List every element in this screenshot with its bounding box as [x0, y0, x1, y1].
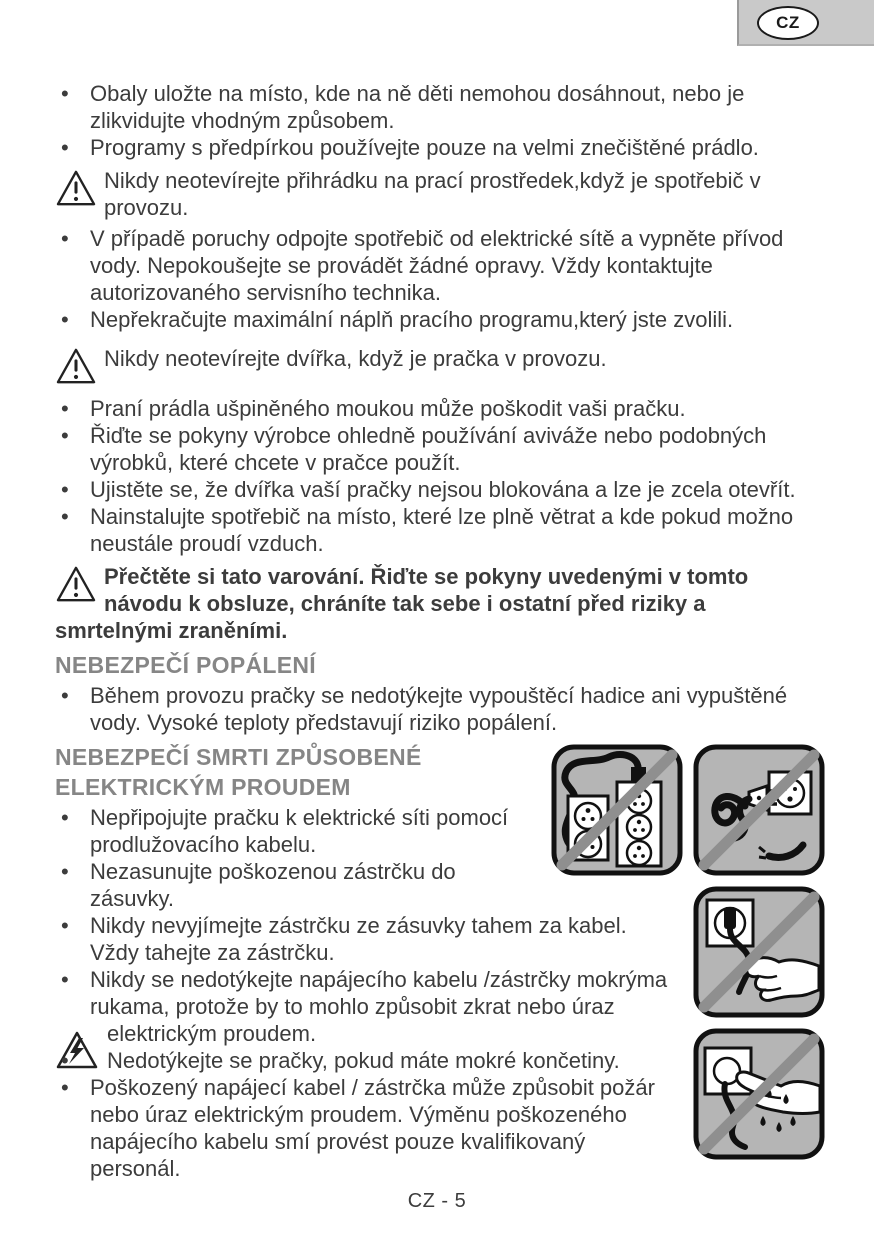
bullet-text: Nainstalujte spotřebič na místo, které lze plně větrat a kde pokud možno neustále proudí vzduch.: [90, 504, 794, 556]
electric-danger-heading-text: NEBEZPEČÍ SMRTI ZPŮSOBENÉ ELEKTRICKÝM PROUDEM: [55, 744, 422, 800]
bullet-item: [55, 476, 825, 503]
electric-danger-section: [55, 742, 825, 1182]
intro-bullet-list: [55, 80, 825, 161]
bullet-item: [55, 422, 825, 476]
language-badge-label: CZ: [776, 13, 800, 32]
warning-detergent-drawer: [55, 167, 825, 221]
usage-bullet-list: [55, 395, 825, 557]
bullet-text: Řiďte se pokyny výrobce ohledně používání aviváže nebo podobných výrobků, které chcete v pračce použít.: [90, 423, 767, 475]
bullet-item: [55, 1047, 670, 1074]
warning-text: Nikdy neotevírejte přihrádku na prací prostředek,když je spotřebič v provozu.: [104, 168, 761, 220]
warning-text: Nikdy neotevírejte dvířka, když je pračka v provozu.: [104, 346, 607, 371]
warning-text: Přečtěte si tato varování. Řiďte se pokyny uvedenými v tomto návodu k obsluze, chráníte tak sebe i ostatní před riziky a smrtelnými zraněními.: [55, 564, 749, 643]
burn-danger-heading: NEBEZPEČÍ POPÁLENÍ: [55, 652, 316, 678]
bullet-text: Programy s předpírkou používejte pouze na velmi znečištěné prádlo.: [90, 135, 759, 160]
bullet-text: Obaly uložte na místo, kde na ně děti nemohou dosáhnout, nebo je zlikvidujte vhodným způsobem.: [90, 81, 745, 133]
bullet-item: [55, 134, 825, 161]
bullet-text: Nedotýkejte se pračky, pokud máte mokré končetiny.: [107, 1048, 620, 1073]
warning-triangle-icon: [55, 565, 97, 603]
page-number: CZ - 5: [407, 1190, 467, 1212]
bullet-text: Nikdy se nedotýkejte napájecího kabelu /zástrčky mokrýma rukama, protože by to mohlo způsobit zkrat nebo úraz elektrickým proudem.: [90, 967, 668, 1046]
bullet-item: [55, 225, 825, 306]
language-badge: [757, 6, 819, 40]
warning-triangle-icon: [55, 169, 97, 207]
fault-bullet-list: [55, 225, 825, 333]
bullet-text: Během provozu pračky se nedotýkejte vypouštěcí hadice ani vypuštěné vody. Vysoké teploty představují riziko popálení.: [90, 683, 788, 735]
no-damaged-plug-illustration: [693, 744, 825, 876]
language-tab: [737, 0, 874, 46]
bullet-item: [55, 858, 670, 912]
bullet-item: [55, 395, 825, 422]
no-pull-cable-illustration: [693, 886, 825, 1018]
bullet-item: [55, 682, 825, 736]
bullet-item: [55, 1074, 670, 1182]
bullet-item: [55, 306, 825, 333]
burn-bullet-list: [55, 682, 825, 736]
warning-triangle-icon: [55, 347, 97, 385]
warning-door: [55, 345, 825, 385]
bullet-text: Nepřipojujte pračku k elektrické síti pomocí prodlužovacího kabelu.: [90, 805, 509, 857]
bullet-text: Ujistěte se, že dvířka vaší pračky nejsou blokována a lze je zcela otevřít.: [90, 477, 796, 502]
bullet-item: [55, 80, 825, 134]
warning-read-instructions: [55, 563, 825, 644]
bullet-text: Nikdy nevyjímejte zástrčku ze zásuvky tahem za kabel. Vždy tahejte za zástrčku.: [90, 913, 627, 965]
bullet-item: [55, 966, 670, 1047]
bullet-item: [55, 912, 670, 966]
bullet-item: [55, 804, 670, 858]
bullet-text: Praní prádla ušpiněného moukou může poškodit vaši pračku.: [90, 396, 686, 421]
bullet-text: Nepřekračujte maximální náplň pracího programu,který jste zvolili.: [90, 307, 734, 332]
bullet-text: Nezasunujte poškozenou zástrčku do zásuvky.: [90, 859, 456, 911]
no-wet-hands-illustration: [693, 1028, 825, 1160]
bullet-item: [55, 503, 825, 557]
bullet-text: Poškozený napájecí kabel / zástrčka může způsobit požár nebo úraz elektrickým proudem. Výměnu poškozeného napájecího kabelu smí provést pouze kvalifikovaný personál.: [90, 1075, 655, 1181]
bullet-text: V případě poruchy odpojte spotřebič od elektrické sítě a vypněte přívod vody. Nepokoušejte se provádět žádné opravy. Vždy kontaktujte autorizovaného servisního technika.: [90, 226, 784, 305]
